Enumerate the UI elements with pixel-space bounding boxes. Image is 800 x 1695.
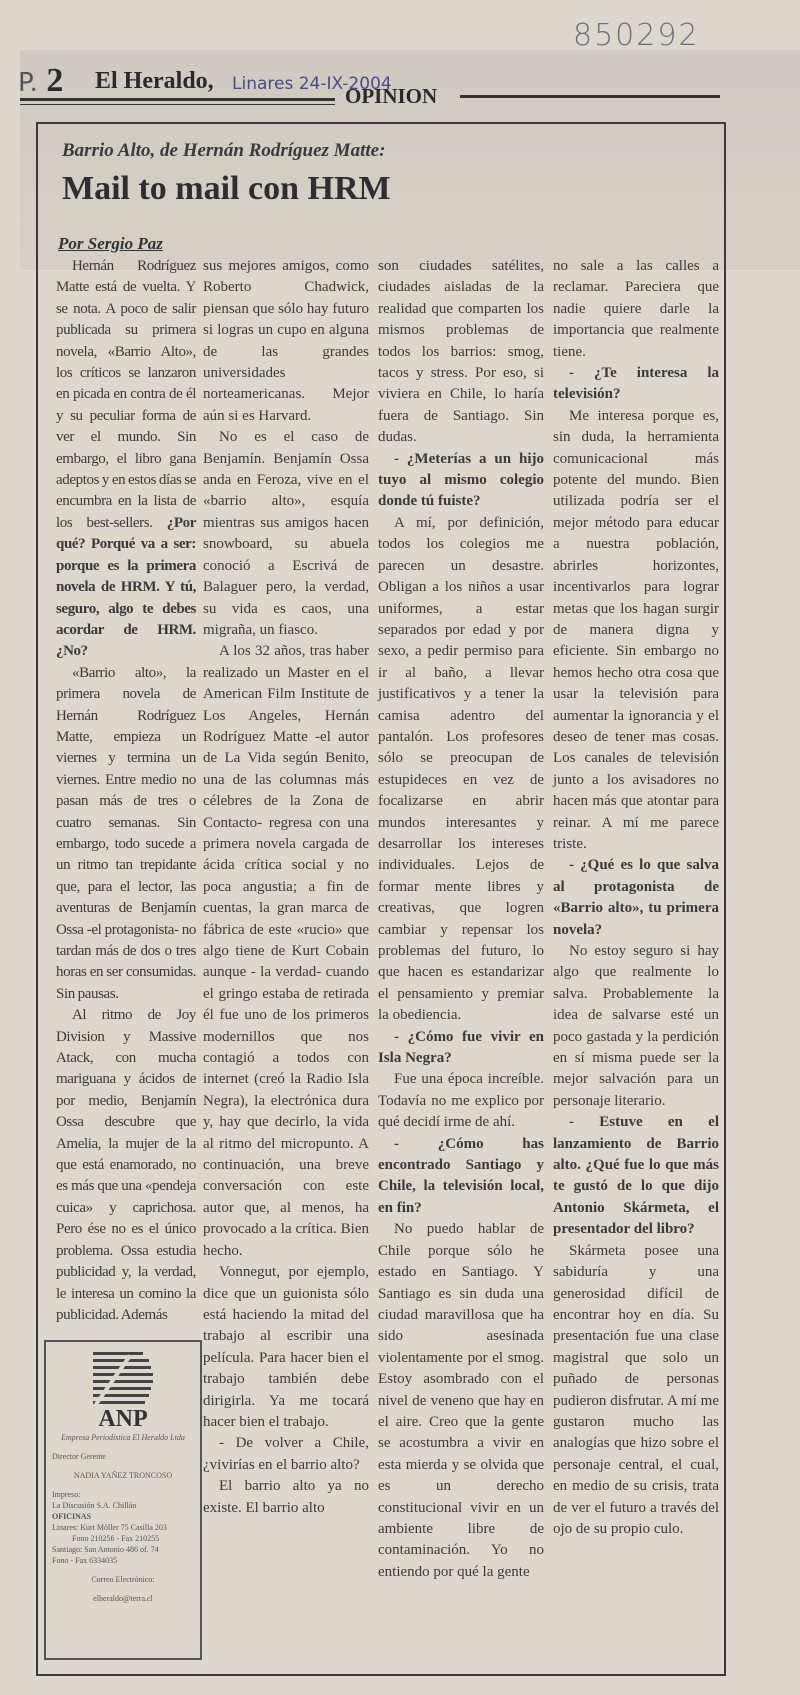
- paragraph-text: no sale a las calles a reclamar. Pareciera que nadie quiere darle la importancia que realmente tiene.: [553, 258, 719, 360]
- article-paragraph: [56, 1005, 196, 1326]
- paragraph-text: A los 32 años, tras haber realizado un Master en el American Film Institute de Los Angeles, Hernán Rodríguez Matte -el autor de La Vida según Benito, una de las columnas más célebres de la Zona de Contacto- regresa con una primera novela cargada de ácida crítica social y no poca angustia; a fin de cuentas, la gran marca de fábrica de este «rucio» que algo tiene de Kurt Cobain aunque - la verdad- cuando el gringo estaba de retirada él fue uno de los primeros modernillos que nos contagió a todos con internet (creó la Radio Isla Negra), la electrónica dura y, hay que decirlo, la vida al ritmo del micropunto. A continuación, una breve conversación con este autor que, al menos, ha provocado a la crítica. Bien hecho.: [203, 643, 369, 1259]
- offices-label: OFICINAS: [52, 1512, 92, 1522]
- paragraph-text: Vonnegut, por ejemplo, dice que un guionista sólo está haciendo la mitad del trabajo al escribir una película. Para hacer bien el trabajo también debe dirigirla. Ya me tocará hacer bien el trabajo.: [203, 1264, 369, 1430]
- header-rule: [20, 98, 335, 105]
- article-paragraph: [553, 256, 719, 363]
- paragraph-bold-text: ¿Por qué? Porqué va a ser: porque es la primera novela de HRM. Y tú, seguro, algo te debes acordar de HRM. ¿No?: [56, 514, 196, 660]
- paragraph-text: Fue una época increíble. Todavía no me explico por qué decidí irme de ahí.: [378, 1071, 544, 1131]
- interview-question: - ¿Cómo has encontrado Santiago y Chile, la televisión local, en fin?: [378, 1135, 544, 1216]
- office-santiago-phone: Fono - Fax 6334035: [52, 1556, 118, 1566]
- paragraph-text: No estoy seguro si hay algo que realmente lo salva. Probablemente la idea de salvarse esté un poco gastada y la perdición en sí misma puede ser la mejor salvación para un personaje literario.: [553, 943, 719, 1109]
- paragraph-text: - De volver a Chile, ¿vivirías en el barrio alto?: [203, 1435, 369, 1473]
- masthead-box: [44, 1340, 202, 1660]
- handwritten-place-date: Linares 24-IX-2004: [232, 74, 392, 94]
- page-number: [18, 62, 63, 100]
- article-paragraph: [203, 1262, 369, 1433]
- director-name: NADIA YAÑEZ TRONCOSO: [73, 1471, 173, 1481]
- page-number-value: 2: [46, 62, 64, 99]
- article-column-4: [553, 256, 719, 1540]
- article-paragraph: [56, 663, 196, 1006]
- printer-name: La Discusión S.A. Chillán: [52, 1501, 137, 1511]
- article-column-3: [378, 256, 544, 1583]
- article-paragraph: [378, 513, 544, 1027]
- archive-number-handwritten: 850292: [573, 18, 700, 53]
- article-column-1: [52, 256, 196, 1660]
- director-label: Director Gerente: [52, 1452, 106, 1462]
- article-paragraph: [378, 1069, 544, 1133]
- interview-question: - ¿Qué es lo que salva al protagonista de «Barrio alto», tu primera novela?: [553, 857, 719, 938]
- anp-logo-icon: [93, 1350, 153, 1406]
- email-address: elheraldo@terra.cl: [93, 1594, 153, 1604]
- section-rule: [460, 95, 720, 98]
- article-paragraph: [378, 256, 544, 449]
- interview-question: - Estuve en el lanzamiento de Barrio alto. ¿Qué fue lo que más te gustó de lo que dijo Antonio Skármeta, el presentador del libro?: [553, 1114, 719, 1238]
- office-santiago: Santiago: San Antonio 486 of. 74: [52, 1545, 159, 1555]
- column-1-paragraphs: [56, 256, 196, 1326]
- paragraph-text: Me interesa porque es, sin duda, la herramienta comunicacional más potente del mundo. Bien utilizada podría ser el mejor método para educar a nuestra población, abrirles horizontes, incentivarlos para lograr metas que los hagan surgir de manera digna y eficiente. Sin embargo no hemos hecho otra cosa que usar la televisión para aumentar la ignorancia y el deseo de tener mas cosas. Los canales de televisión junto a los avisadores no hacen más que atontar para reinar. A mí me parece triste.: [553, 407, 719, 852]
- paragraph-text: Skármeta posee una sabiduría y una generosidad difícil de encontrar hoy en día. Su presentación fue una clase magistral que solo un puñado de personas pudieron disfrutar. A mí me gustaron mucho las analogías que hizo sobre el personaje central, el cual, en medio de su crisis, trata de ver el futuro a través del ojo de su propio culo.: [553, 1242, 719, 1537]
- article-paragraph: [378, 1219, 544, 1583]
- newspaper-name: El Heraldo,: [95, 68, 214, 94]
- article-paragraph: [203, 1433, 369, 1476]
- interview-question: - ¿Cómo fue vivir en Isla Negra?: [378, 1028, 544, 1067]
- article-paragraph: [203, 1476, 369, 1519]
- article-paragraph: [553, 406, 719, 856]
- paragraph-text: sus mejores amigos, como Roberto Chadwick, piensan que sólo hay futuro si logras un cupo en alguna de las grandes universidades norteamericanas. Mejor aún si es Harvard.: [203, 258, 369, 424]
- article-kicker: Barrio Alto, de Hernán Rodríguez Matte:: [62, 140, 386, 161]
- interview-question: - ¿Te interesa la televisión?: [553, 365, 719, 403]
- email-label: Correo Electrónico:: [91, 1575, 155, 1585]
- article-paragraph: [553, 941, 719, 1112]
- printed-label: Impreso:: [52, 1490, 81, 1500]
- paragraph-text: Al ritmo de Joy Division y Massive Atack, con mucha mariguana y ácidos de por medio, Benjamín Ossa descubre que Amelia, la mujer de la que está enamorado, no es más que una «pendeja cuica» y caprichosa. Pero ése no es el único problema. Ossa estudia publicidad y, la verdad, le interesa un comino la publicidad. Además: [56, 1007, 196, 1323]
- paragraph-text: El barrio alto ya no existe. El barrio alto: [203, 1478, 369, 1516]
- article-paragraph: [553, 1241, 719, 1541]
- company-name: Empresa Periodística El Heraldo Ltda: [61, 1433, 185, 1443]
- paragraph-text: «Barrio alto», la primera novela de Hernán Rodríguez Matte, empieza un viernes y termina un viernes. Entre medio no pasan más de tres o cuatro semanas. Sin embargo, todo sucede a un ritmo tan trepidante que, para el lector, las aventuras de Benjamín Ossa -el protagonista- no tardan más de dos o tres horas en ser consumidas. Sin pausas.: [56, 664, 196, 1002]
- article-byline: Por Sergio Paz: [58, 234, 163, 253]
- paragraph-text: son ciudades satélites, ciudades aisladas de la realidad que comparten los mismos problemas de todos los barrios: smog, tacos y stress. Por eso, si viviera en Chile, lo haría fuera de Santiago. Sin dudas.: [378, 258, 544, 446]
- article-paragraph: [203, 641, 369, 1262]
- article-title: Mail to mail con HRM: [62, 170, 391, 207]
- paragraph-text: A mí, por definición, todos los colegios me parecen un desastre. Obligan a los niños a usar uniformes, a estar separados por edad y por sexo, a pedir permiso para ir al baño, a llevar justificativos y a tener la camisa adentro del pantalón. Los profesores sólo se preocupan de estupideces en vez de focalizarse en abrir mundos interesantes y desarrollar los intereses individuales. Lejos de formar mente libres y creativas, que logren cambiar y repensar los problemas del futuro, lo que hacen es estandarizar el pensamiento y premiar la obediencia.: [378, 514, 544, 1024]
- paragraph-text: Hernán Rodríguez Matte está de vuelta. Y se nota. A poco de salir publicada su primera novela, «Barrio Alto», los críticos se lanzaron en picada en contra de él y su peculiar forma de ver el mundo. Sin embargo, el libro gana adeptos y en estos días se encumbra en la lista de los best-sellers.: [56, 258, 196, 531]
- paragraph-text: No es el caso de Benjamín. Benjamín Ossa anda en Feroza, vive en el «barrio alto», esquía mientras sus amigos hacen snowboard, su abuela conoció a Escrivá de Balaguer pero, la verdad, su vida es caos, una migraña, un fiasco.: [203, 429, 369, 638]
- article-column-2: [203, 256, 369, 1519]
- paragraph-text: No puedo hablar de Chile porque sólo he estado en Santiago. Y Santiago es sin duda una ciudad maravillosa que ha sido asesinada violentamente por el smog. Estoy asombrado con el nivel de veneno que hay en el aire. Creo que la gente se acostumbra a vivir en esta mierda y se olvida que es un derecho constitucional vivir en un ambiente libre de contaminación. Yo no entiendo por qué la gente: [378, 1221, 544, 1580]
- section-label: OPINION: [345, 84, 438, 108]
- article-paragraph: [203, 427, 369, 641]
- interview-question: - ¿Meterías a un hijo tuyo al mismo colegio donde tú fuiste?: [378, 450, 544, 510]
- office-linares-phone: Fono 210256 - Fax 210255: [72, 1534, 160, 1544]
- office-linares: Linares: Kurt Möller 75 Casilla 203: [52, 1523, 167, 1533]
- page-prefix-handwritten: P.: [18, 68, 38, 98]
- anp-logo-text: ANP: [98, 1406, 148, 1433]
- article-paragraph: [56, 256, 196, 663]
- article-paragraph: [203, 256, 369, 427]
